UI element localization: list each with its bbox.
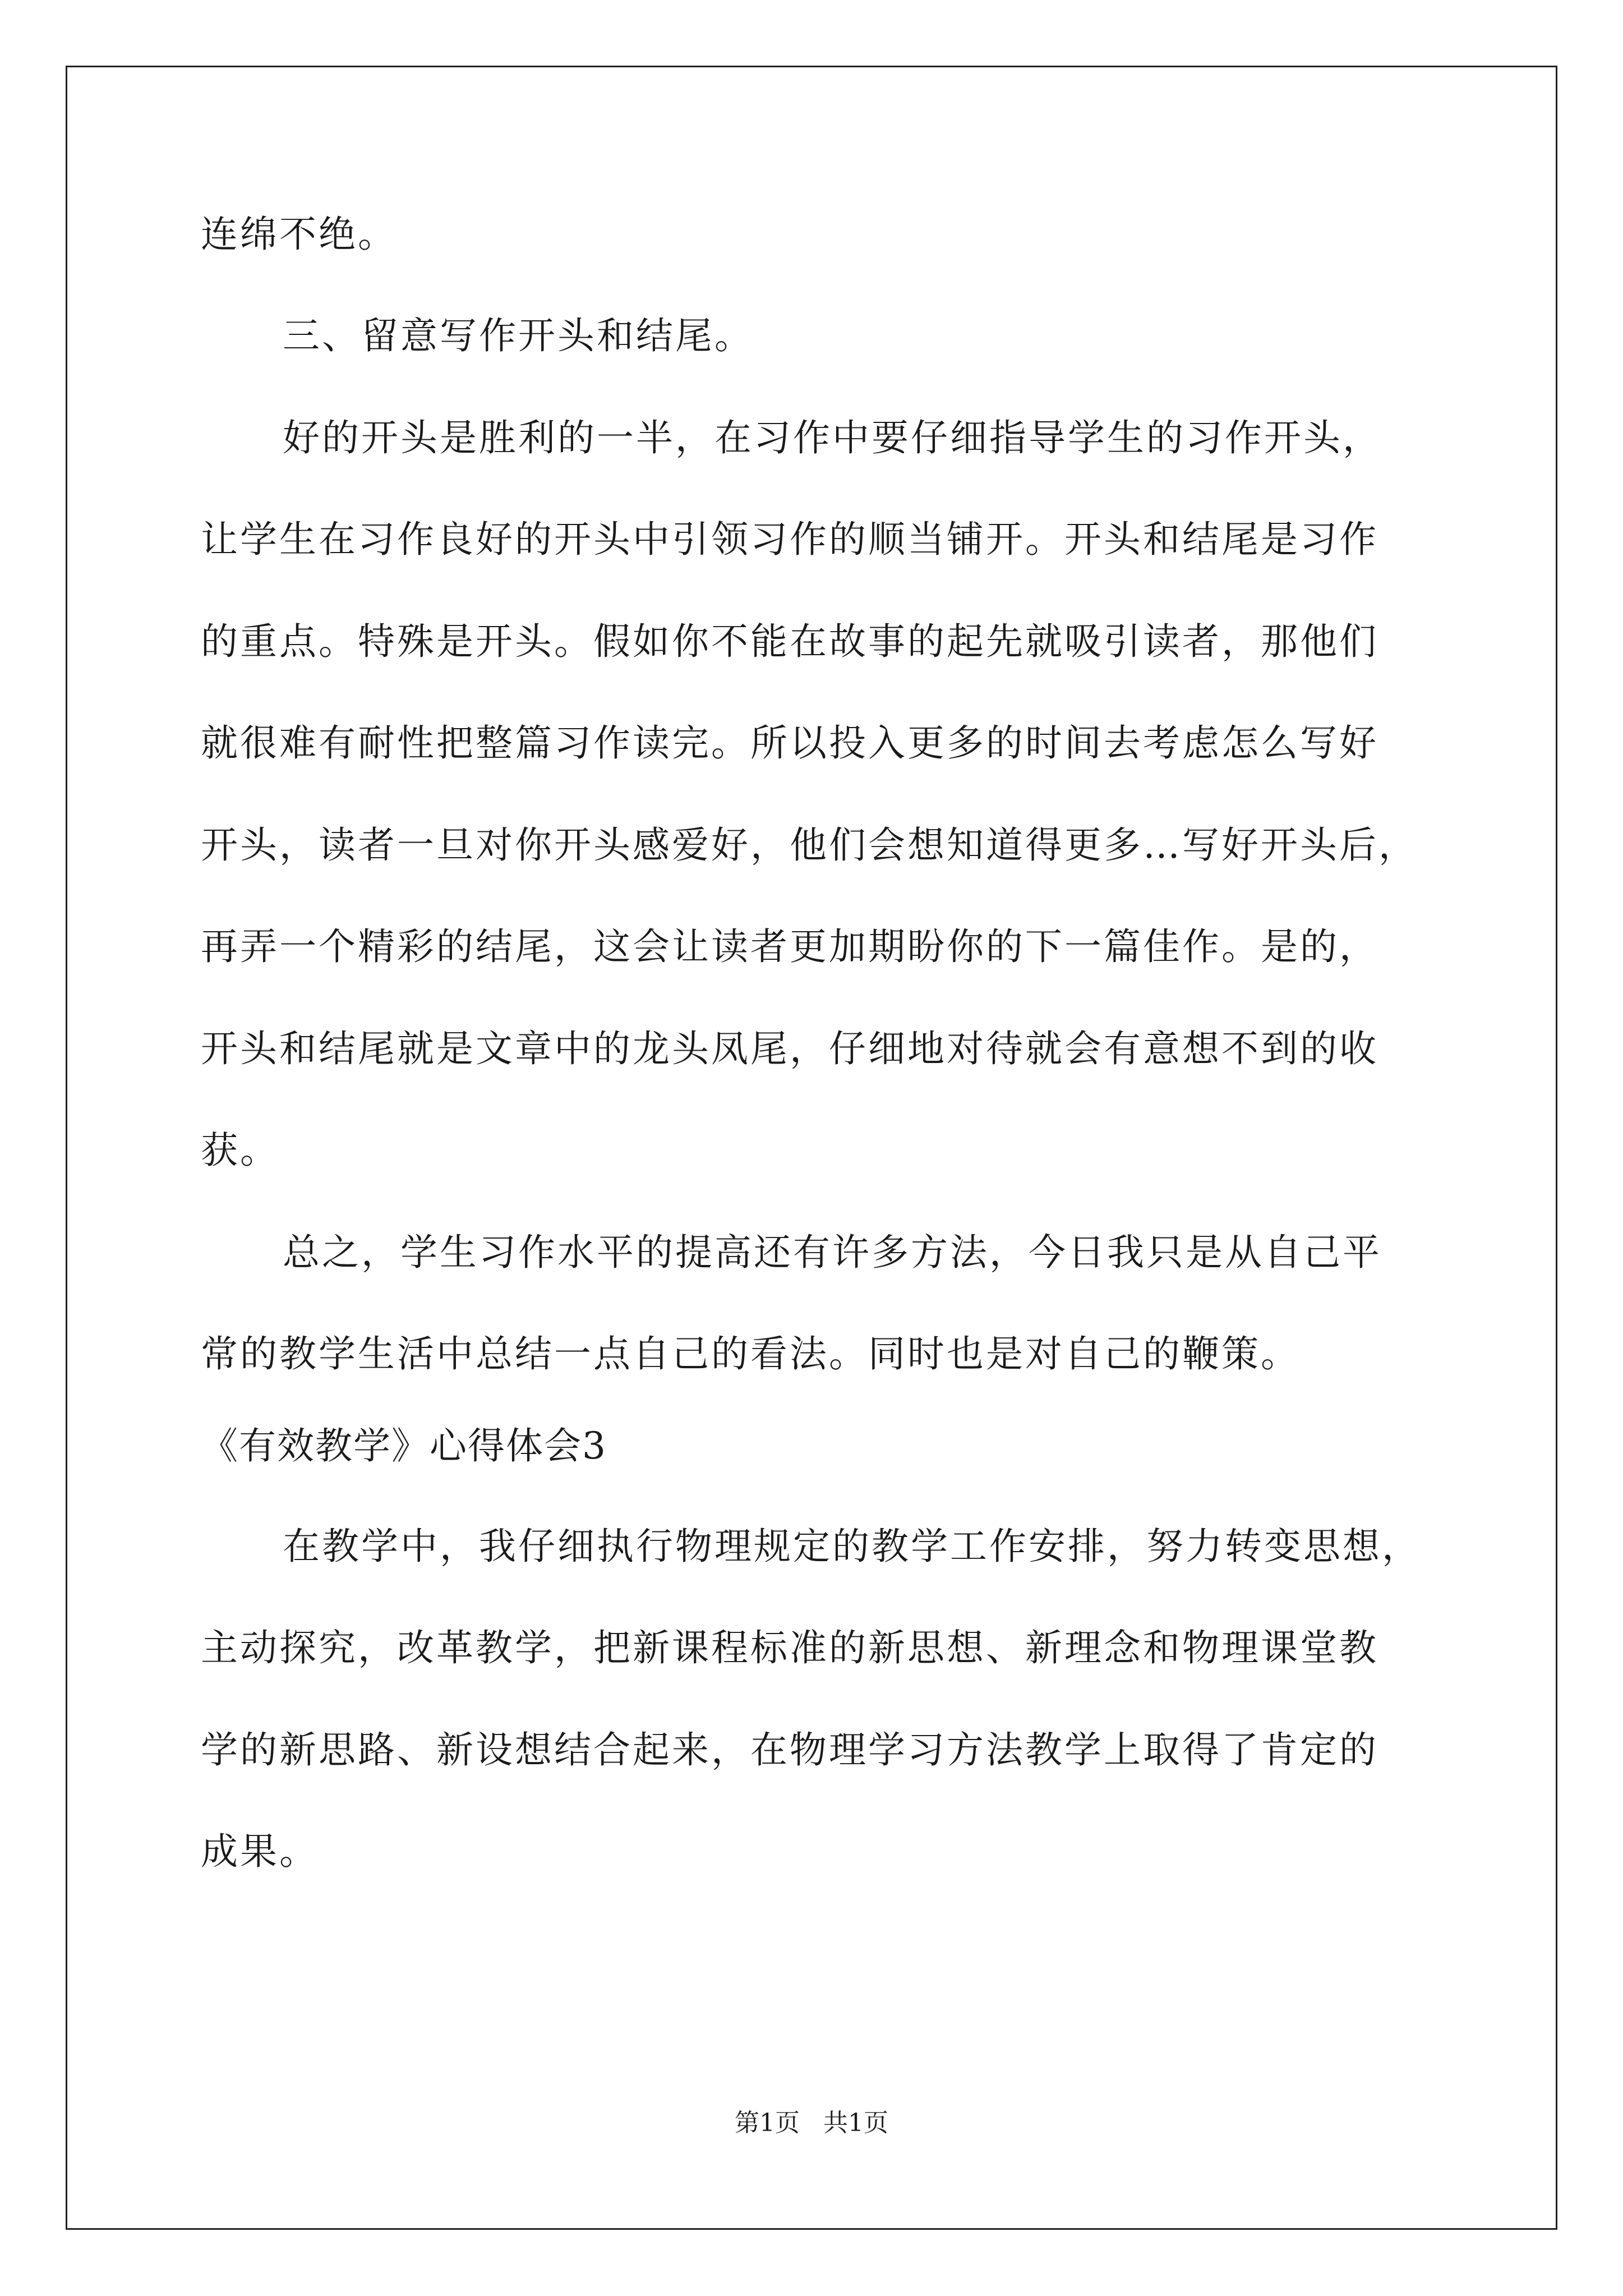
- text-line: 开头，读者一旦对你开头感爱好，他们会想知道得更多…写好开头后，: [201, 823, 1418, 867]
- text-line: 好的开头是胜利的一半，在习作中要仔细指导学生的习作开头，: [283, 416, 1382, 459]
- text-line: 获。: [201, 1129, 279, 1172]
- page-footer: 第1页 共1页: [735, 2109, 888, 2137]
- text-line: 再弄一个精彩的结尾，这会让读者更加期盼你的下一篇佳作。是的，: [201, 925, 1378, 968]
- text-line: 常的教学生活中总结一点自己的看法。同时也是对自己的鞭策。: [201, 1332, 1300, 1375]
- text-line: 连绵不绝。: [201, 213, 397, 256]
- text-line: 就很难有耐性把整篇习作读完。所以投入更多的时间去考虑怎么写好: [201, 721, 1378, 765]
- text-line: 学的新思路、新设想结合起来，在物理学习方法教学上取得了肯定的: [201, 1728, 1378, 1772]
- text-line: 总之，学生习作水平的提高还有许多方法，今日我只是从自己平: [283, 1231, 1382, 1274]
- text-line: 在教学中，我仔细执行物理规定的教学工作安排，努力转变思想，: [283, 1525, 1421, 1568]
- text-line: 的重点。特殊是开头。假如你不能在故事的起先就吸引读者，那他们: [201, 620, 1378, 663]
- text-line: 开头和结尾就是文章中的龙头凤尾，仔细地对待就会有意想不到的收: [201, 1027, 1378, 1070]
- text-line: 成果。: [201, 1830, 319, 1873]
- text-line: 让学生在习作良好的开头中引领习作的顺当铺开。开头和结尾是习作: [201, 518, 1378, 561]
- section-heading: 三、留意写作开头和结尾。: [283, 314, 754, 357]
- page-border: [66, 66, 1557, 2230]
- text-line: 主动探究，改革教学，把新课程标准的新思想、新理念和物理课堂教: [201, 1626, 1378, 1669]
- article-title: 《有效教学》心得体会3: [201, 1424, 607, 1467]
